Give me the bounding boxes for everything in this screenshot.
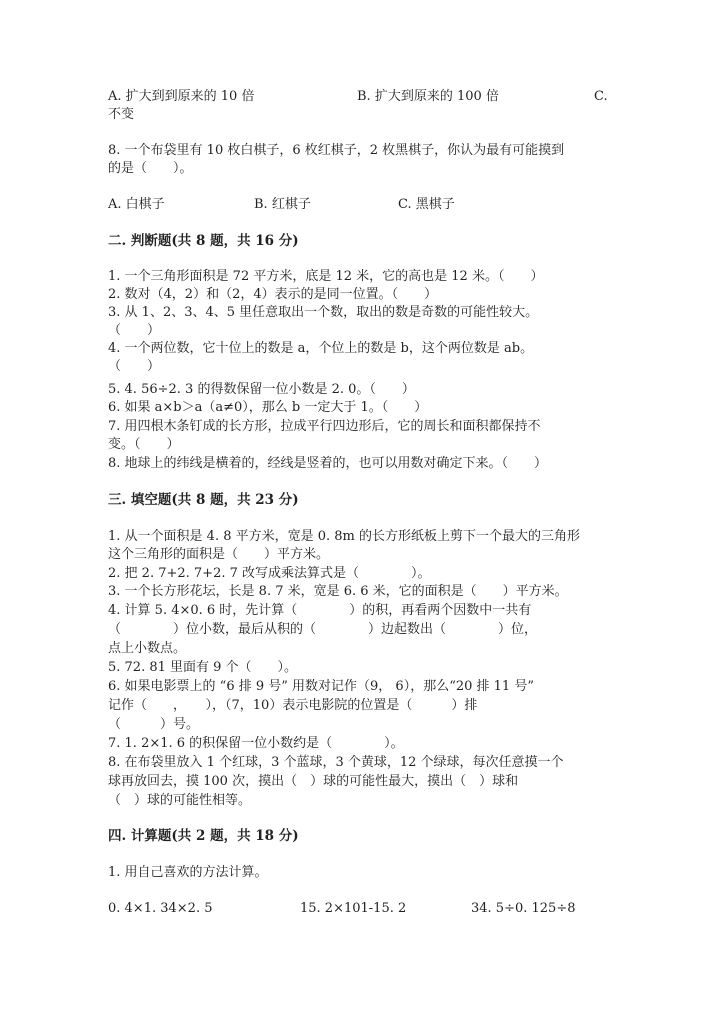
- q7-option-b: B. 扩大到原来的 100 倍: [357, 89, 499, 104]
- fill-blank-line: 这个三角形的面积是（ ）平方米。: [108, 547, 330, 562]
- judgment-line: 4. 一个两位数，它十位上的数是 a，个位上的数是 b，这个两位数是 ab。: [108, 341, 534, 356]
- judgment-line: 5. 4. 56÷2. 3 的得数保留一位小数是 2. 0。（ ）: [108, 382, 415, 397]
- judgment-line: 3. 从 1、2、3、4、5 里任意取出一个数，取出的数是奇数的可能性较大。: [108, 305, 539, 320]
- fill-blank-line: 8. 在布袋里放入 1 个红球，3 个蓝球，3 个黄球，12 个绿球，每次任意摸一个: [108, 755, 564, 770]
- fill-blank-line: 1. 从一个面积是 4. 8 平方米，宽是 0. 8m 的长方形纸板上剪下一个最大的三角形: [108, 529, 581, 544]
- judgment-line: （ ）: [108, 359, 161, 374]
- judgment-line: （ ）: [108, 323, 161, 338]
- fill-blank-line: 球再放回去，摸 100 次，摸出（ ）球的可能性最大，摸出（ ）球和: [108, 774, 519, 789]
- fill-blank-line: 7. 1. 2×1. 6 的积保留一位小数约是（ ）。: [108, 736, 404, 751]
- q8-option-b: B. 红棋子: [254, 197, 311, 212]
- judgment-line: 7. 用四根木条钉成的长方形，拉成平行四边形后，它的周长和面积都保持不: [108, 419, 541, 434]
- judgment-line: 8. 地球上的纬线是横着的，经线是竖着的，也可以用数对确定下来。（ ）: [108, 456, 548, 471]
- fill-blank-line: （ ）号。: [108, 717, 200, 732]
- q8-text-line1: 8. 一个布袋里有 10 枚白棋子，6 枚红棋子，2 枚黑棋子，你认为最有可能摸到: [108, 143, 565, 158]
- judgment-line: 变。（ ）: [108, 437, 180, 452]
- section-heading-fill-blank: 三. 填空题(共 8 题，共 23 分): [108, 492, 299, 508]
- fill-blank-line: 点上小数点。: [108, 641, 187, 656]
- judgment-line: 6. 如果 a×b＞a（a≠0），那么 b 一定大于 1。（ ）: [108, 400, 428, 415]
- q7-option-c-continued: 不变: [108, 107, 135, 122]
- q7-option-c: C.: [594, 89, 608, 104]
- q8-option-c: C. 黑棋子: [398, 197, 455, 212]
- calc-expression: 34. 5÷0. 125÷8: [471, 901, 576, 916]
- fill-blank-line: 6. 如果电影票上的 “6 排 9 号” 用数对记作（9， 6），那么“20 排 11 号”: [108, 679, 534, 694]
- judgment-line: 1. 一个三角形面积是 72 平方米，底是 12 米，它的高也是 12 米。（ ）: [108, 269, 544, 284]
- fill-blank-line: （ ）位小数，最后从积的（ ）边起数出（ ）位，: [108, 622, 538, 637]
- q7-option-a: A. 扩大到到原来的 10 倍: [108, 89, 255, 104]
- calc-instruction: 1. 用自己喜欢的方法计算。: [108, 865, 268, 880]
- fill-blank-line: （ ）球的可能性相等。: [108, 793, 252, 808]
- section-heading-judgment: 二. 判断题(共 8 题，共 16 分): [108, 233, 299, 249]
- fill-blank-line: 3. 一个长方形花坛，长是 8. 7 米，宽是 6. 6 米，它的面积是（ ）平方米。: [108, 584, 568, 599]
- calc-expression: 0. 4×1. 34×2. 5: [108, 901, 213, 916]
- fill-blank-line: 2. 把 2. 7+2. 7+2. 7 改写成乘法算式是（ ）。: [108, 566, 431, 581]
- judgment-line: 2. 数对（4，2）和（2，4）表示的是同一位置。（ ）: [108, 287, 438, 302]
- q8-option-a: A. 白棋子: [108, 197, 165, 212]
- calc-expression: 15. 2×101-15. 2: [300, 901, 407, 916]
- fill-blank-line: 4. 计算 5. 4×0. 6 时，先计算（ ）的积，再看两个因数中一共有: [108, 603, 532, 618]
- fill-blank-line: 5. 72. 81 里面有 9 个（ ）。: [108, 660, 298, 675]
- q8-text-line2: 的是（ ）。: [108, 161, 193, 176]
- section-heading-calculation: 四. 计算题(共 2 题，共 18 分): [108, 828, 299, 844]
- fill-blank-line: 记作（ ， ），（7，10）表示电影院的位置是（ ）排: [108, 698, 478, 713]
